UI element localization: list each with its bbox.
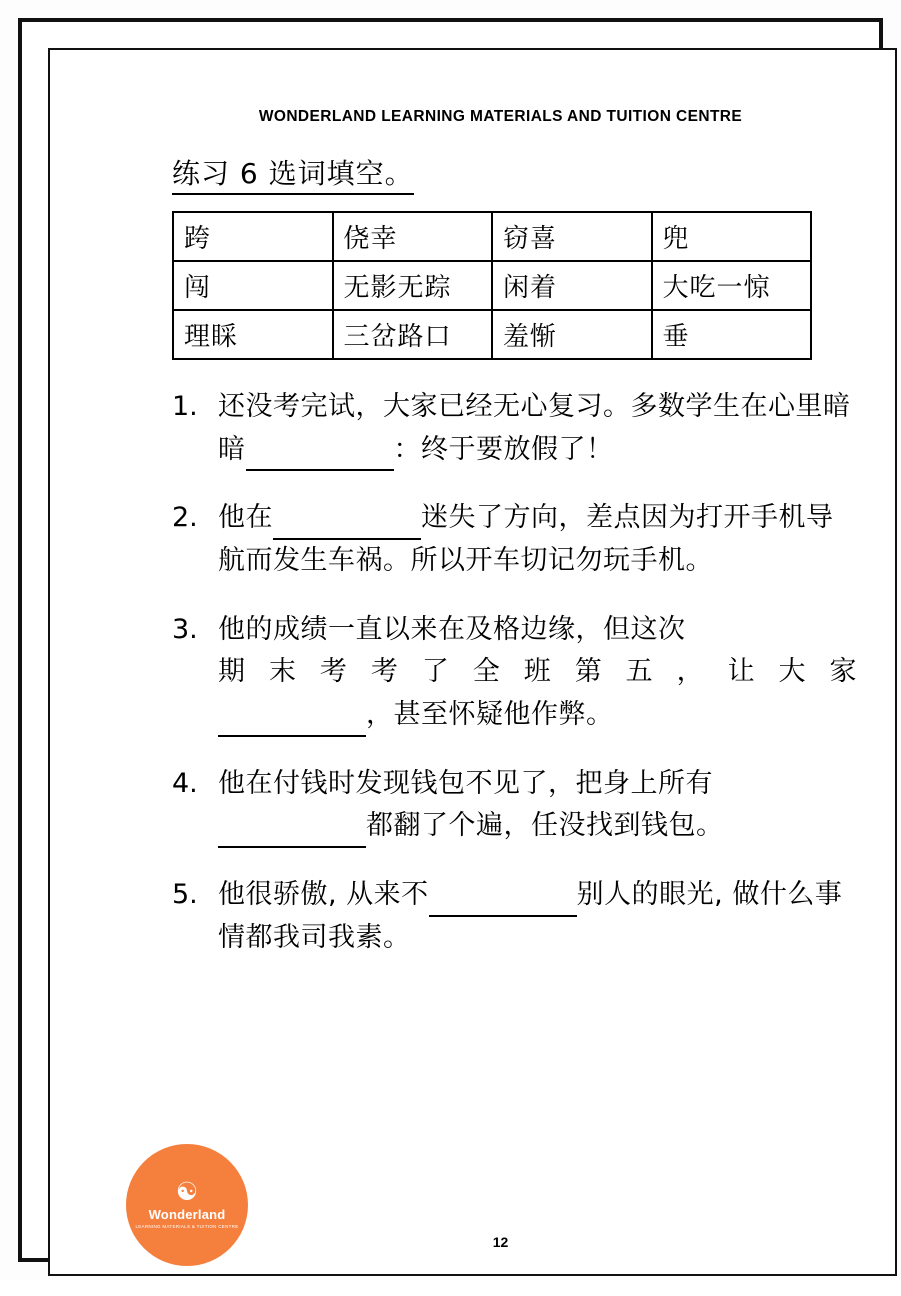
question-text bbox=[218, 497, 857, 582]
table-row bbox=[173, 212, 811, 261]
word-cell: 理睬 bbox=[173, 310, 333, 359]
question-item-5 bbox=[172, 874, 857, 959]
answer-blank[interactable] bbox=[429, 889, 577, 917]
question-text bbox=[218, 874, 857, 959]
page-content bbox=[84, 84, 901, 1296]
page-number: 12 bbox=[492, 1234, 509, 1250]
question-item-1 bbox=[172, 386, 857, 471]
question-text bbox=[218, 386, 857, 471]
worksheet-body bbox=[84, 126, 901, 959]
wonderland-mark-icon: ☯ bbox=[175, 1177, 199, 1206]
question-segment: 他的成绩一直以来在及格边缘，但这次 bbox=[218, 613, 686, 645]
word-cell: 闲着 bbox=[492, 261, 652, 310]
question-segment: 学生在心里暗暗 bbox=[218, 391, 851, 465]
word-cell: 三岔路口 bbox=[333, 310, 493, 359]
question-item-2 bbox=[172, 497, 857, 582]
question-segment: 别人的眼 bbox=[576, 878, 687, 910]
word-cell: 侥幸 bbox=[333, 212, 493, 261]
question-segment: 他在 bbox=[218, 502, 273, 534]
question-number: 4. bbox=[172, 767, 198, 799]
question-segment: 还没考完试，大家已经无心复习。多数 bbox=[218, 391, 686, 422]
word-cell: 大吃一惊 bbox=[652, 261, 812, 310]
question-segment: ，甚至怀疑他作弊。 bbox=[366, 698, 614, 730]
word-cell: 闯 bbox=[173, 261, 333, 310]
question-segment: 假了！ bbox=[531, 433, 614, 465]
question-segment: 都翻了个遍，任没找到钱 bbox=[366, 810, 669, 842]
question-segment: 打开手机导航而发生车祸。所以开车切 bbox=[218, 502, 834, 576]
page-header-title: WONDERLAND LEARNING MATERIALS AND TUITION CENTRE bbox=[258, 108, 743, 125]
wonderland-logo bbox=[126, 1144, 248, 1266]
question-segment: 期末考考了全班第五，让大家 bbox=[218, 656, 857, 688]
question-segment: 光, 做什么事情都我司我素。 bbox=[218, 878, 843, 953]
logo-name: Wonderland bbox=[148, 1206, 226, 1222]
table-row bbox=[173, 310, 811, 359]
question-segment: 他很骄傲, 从来不 bbox=[218, 878, 429, 910]
answer-blank[interactable] bbox=[273, 512, 421, 540]
word-cell: 无影无踪 bbox=[333, 261, 493, 310]
answer-blank[interactable] bbox=[218, 820, 366, 848]
question-number: 2. bbox=[172, 502, 198, 534]
question-segment: 包。 bbox=[668, 810, 724, 842]
word-cell: 兜 bbox=[652, 212, 812, 261]
word-bank-table bbox=[172, 211, 812, 360]
word-cell: 跨 bbox=[173, 212, 333, 261]
question-segment: 记勿玩手机。 bbox=[548, 544, 713, 576]
word-cell: 羞惭 bbox=[492, 310, 652, 359]
table-row bbox=[173, 261, 811, 310]
page-border-inner bbox=[48, 48, 897, 1276]
page-border-outer bbox=[18, 18, 883, 1262]
word-cell: 窃喜 bbox=[492, 212, 652, 261]
word-cell: 垂 bbox=[652, 310, 812, 359]
question-segment: 有 bbox=[685, 767, 713, 799]
question-segment: ：终于要放 bbox=[393, 433, 531, 465]
question-number: 5. bbox=[172, 878, 198, 910]
question-list bbox=[172, 386, 857, 959]
question-text bbox=[218, 763, 857, 848]
question-number: 1. bbox=[172, 391, 198, 422]
question-number: 3. bbox=[172, 613, 198, 645]
answer-blank[interactable] bbox=[246, 443, 394, 471]
question-text bbox=[218, 609, 857, 737]
logo-subtitle: LEARNING MATERIALS & TUITION CENTRE bbox=[135, 1223, 239, 1229]
question-segment: 迷失了方向，差点因为 bbox=[421, 502, 696, 534]
exercise-heading: 练习 6 选词填空。 bbox=[172, 156, 414, 195]
question-segment: 他在付钱时发现钱包不见了，把身上所 bbox=[218, 767, 686, 799]
answer-blank[interactable] bbox=[218, 709, 366, 737]
question-item-4 bbox=[172, 763, 857, 848]
question-item-3 bbox=[172, 609, 857, 737]
